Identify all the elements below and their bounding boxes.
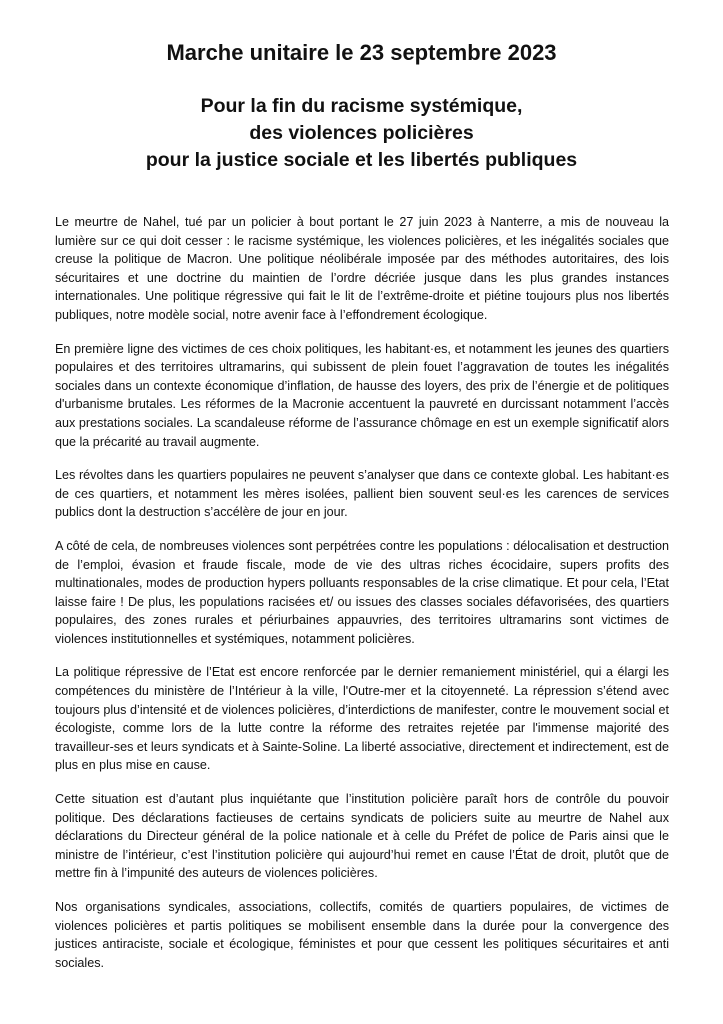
paragraph-politique-repressive: La politique répressive de l’Etat est encore renforcée par le dernier remaniement ministériel, qui a élargi les compétences du ministère de l’Intérieur à la ville, l'Outre-mer et la citoyenneté. La répression s’étend avec toujours plus d’intensité et de violences policières, d’interdictions de manifester, contre le mouvement social et écologiste, comme lors de la lutte contre la réforme des retraites rejetée par l'immense majorité des travailleur-ses et leurs syndicats et à Sainte-Soline. La liberté associative, directement et indirectement, est de plus en plus mise en cause. (55, 665, 669, 773)
document-subtitle (0, 93, 723, 174)
document-title: Marche unitaire le 23 septembre 2023 (166, 40, 557, 65)
paragraph-organisations: Nos organisations syndicales, associations, collectifs, comités de quartiers populaires, de victimes de violences policières et partis politiques se mobilisent ensemble dans la durée pour la convergence des justices antiraciste, sociale et écologique, féministes et pour que cessent les politiques sécuritaires et anti sociales. (55, 900, 669, 970)
subtitle-line: des violences policières (249, 122, 474, 144)
paragraph-violences-populations: A côté de cela, de nombreuses violences sont perpétrées contre les populations : délocalisation et destruction de l’emploi, évasion et fraude fiscale, mode de vie des ultras riches écocidaire, supers profits des multinationales, modes de production hypers polluants responsables de la crise climatique. Et pour cela, l’Etat laisse faire ! De plus, les populations racisées et/ ou issues des classes sociales défavorisées, des quartiers populaires, des zones rurales et périurbaines appauvries, des territoires ultramarins sont victimes de violences institutionnelles et systémiques, notamment policières. (55, 538, 669, 646)
subtitle-line: pour la justice sociale et les libertés publiques (145, 149, 578, 171)
document-body (55, 213, 669, 987)
paragraph-revoltes: Les révoltes dans les quartiers populaires ne peuvent s’analyser que dans ce contexte global. Les habitant·es de ces quartiers, et notamment les mères isolées, pallient bien souvent seul·es les carences de services publics dont la destruction s’accélère de jour en jour. (55, 468, 669, 520)
subtitle-line: Pour la fin du racisme systémique, (200, 95, 523, 117)
paragraph-meurtre-nahel: Le meurtre de Nahel, tué par un policier à bout portant le 27 juin 2023 à Nanterre, a mis de nouveau la lumière sur ce qui doit cesser : le racisme systémique, les violences policières, et les inégalités sociales que creuse la politique de Macron. Une politique néolibérale imposée par des méthodes autoritaires, des lois sécuritaires et une doctrine du maintien de l’ordre décriée jusque dans les plus grandes instances internationales. Une politique régressive qui fait le lit de l’extrême-droite et piétine toujours plus nos libertés publiques, notre modèle social, notre avenir face à l’effondrement écologique. (55, 215, 669, 322)
paragraph-institution-policiere: Cette situation est d’autant plus inquiétante que l’institution policière paraît hors de contrôle du pouvoir politique. Des déclarations factieuses de certains syndicats de policiers suite au meurtre de Nahel aux déclarations du Directeur général de la police nationale et à celle du Préfet de police de Paris ainsi que le ministre de l’intérieur, c’est l’institution policière qui aujourd’hui remet en cause l’État de droit, plutôt que de mettre fin à l’impunité des auteurs de violences policières. (55, 792, 669, 881)
paragraph-premiere-ligne: En première ligne des victimes de ces choix politiques, les habitant·es, et notamment les jeunes des quartiers populaires et des territoires ultramarins, qui subissent de plein fouet l’aggravation de toutes les inégalités sociales dans un contexte économique d’inflation, de hausse des loyers, des prix de l’énergie et de politiques d'urbanisme brutales. Les réformes de la Macronie accentuent la pauvreté en durcissant notamment l’accès aux prestations sociales. La scandaleuse réforme de l’assurance chômage en est un exemple significatif alors que la précarité au travail augmente. (55, 341, 669, 449)
